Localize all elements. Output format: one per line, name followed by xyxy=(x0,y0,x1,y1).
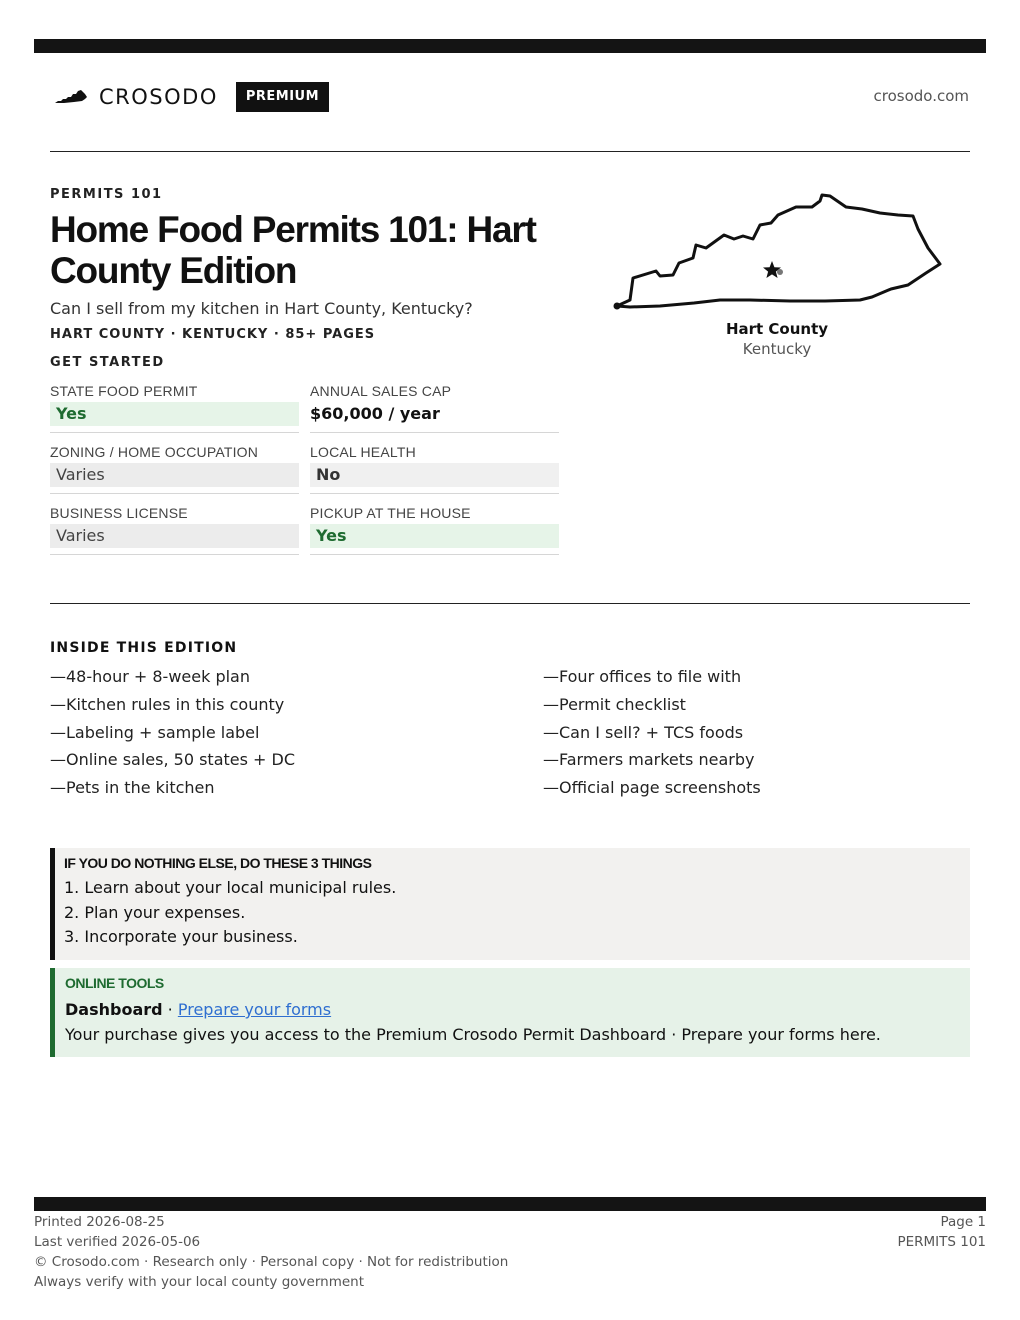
copyright-notice: © Crosodo.com · Research only · Personal copy · Not for redistribution xyxy=(34,1254,509,1270)
footer-right xyxy=(897,1213,986,1253)
list-item: —Official page screenshots xyxy=(543,778,761,798)
contents-list-left xyxy=(50,666,295,805)
page-number: Page 1 xyxy=(940,1214,986,1230)
map-county-label: Hart County xyxy=(725,320,829,338)
fact-value: No xyxy=(310,463,559,487)
fact-value: Yes xyxy=(50,402,299,426)
fact-value: $60,000 / year xyxy=(310,404,440,423)
edition-meta: HART COUNTY · KENTUCKY · 85+ PAGES xyxy=(50,327,376,342)
fact-annual-sales-cap xyxy=(310,382,559,433)
dashboard-line xyxy=(65,999,970,1025)
prepare-forms-link[interactable]: Prepare your forms xyxy=(177,1000,332,1019)
footer-left xyxy=(34,1213,508,1293)
map-state-label: Kentucky xyxy=(742,340,812,358)
list-item: —Farmers markets nearby xyxy=(543,750,755,770)
separator: · xyxy=(162,1000,178,1019)
inside-edition-heading: INSIDE THIS EDITION xyxy=(50,640,238,656)
page-title: Home Food Permits 101: Hart County Edition xyxy=(50,209,536,291)
top-rule-bar xyxy=(34,39,986,53)
fact-value: Varies xyxy=(50,463,299,487)
list-item: 3. Incorporate your business. xyxy=(64,927,298,946)
list-item: 1. Learn about your local municipal rules. xyxy=(64,878,397,897)
divider xyxy=(50,151,970,152)
fact-business-license xyxy=(50,504,299,555)
fact-pickup xyxy=(310,504,559,555)
get-started-heading: GET STARTED xyxy=(50,355,165,370)
list-item: —Four offices to file with xyxy=(543,667,742,686)
fact-label: ZONING / HOME OCCUPATION xyxy=(50,444,259,460)
printed-date: Printed 2026-08-25 xyxy=(34,1214,165,1230)
fact-label: ANNUAL SALES CAP xyxy=(310,383,452,399)
divider xyxy=(50,603,970,604)
kentucky-outline-map xyxy=(600,185,950,315)
premium-badge: PREMIUM xyxy=(236,82,329,112)
contents-list-right xyxy=(543,666,761,805)
online-tools-callout xyxy=(50,968,970,1057)
list-item: —Online sales, 50 states + DC xyxy=(50,750,296,770)
fact-local-health xyxy=(310,443,559,494)
dashboard-description: Your purchase gives you access to the Premium Crosodo Permit Dashboard · Prepare your forms here. xyxy=(65,1025,881,1044)
list-item: —Labeling + sample label xyxy=(50,722,260,742)
list-item: —Kitchen rules in this county xyxy=(50,694,285,714)
footer-section: PERMITS 101 xyxy=(897,1234,986,1250)
fact-value: Varies xyxy=(50,524,299,548)
brand-name: CROSODO xyxy=(99,85,218,109)
three-things-list xyxy=(64,877,970,951)
page-subtitle: Can I sell from my kitchen in Hart County, Kentucky? xyxy=(50,299,473,318)
three-things-callout xyxy=(50,848,970,960)
verify-note: Always verify with your local county government xyxy=(34,1274,364,1290)
fact-label: STATE FOOD PERMIT xyxy=(50,383,198,399)
list-item: 2. Plan your expenses. xyxy=(64,902,246,922)
star-icon xyxy=(763,261,781,278)
list-item: —Permit checklist xyxy=(543,694,686,714)
fact-label: LOCAL HEALTH xyxy=(310,444,416,460)
online-tools-heading: ONLINE TOOLS xyxy=(65,975,164,991)
fact-value: Yes xyxy=(310,524,559,548)
section-eyebrow: PERMITS 101 xyxy=(50,187,163,202)
state-map xyxy=(600,185,950,315)
kentucky-silhouette-icon xyxy=(54,88,88,106)
list-item: —Pets in the kitchen xyxy=(50,778,215,798)
fact-label: BUSINESS LICENSE xyxy=(50,505,188,521)
callout-heading: IF YOU DO NOTHING ELSE, DO THESE 3 THINGS xyxy=(64,855,372,871)
fact-state-food-permit xyxy=(50,382,299,433)
fact-grid xyxy=(50,382,559,555)
fact-label: PICKUP AT THE HOUSE xyxy=(310,505,471,521)
site-url[interactable]: crosodo.com xyxy=(873,87,969,105)
list-item: —Can I sell? + TCS foods xyxy=(543,722,744,742)
brand[interactable] xyxy=(54,82,329,112)
fact-zoning xyxy=(50,443,299,494)
list-item: —48-hour + 8-week plan xyxy=(50,667,250,686)
verified-date: Last verified 2026-05-06 xyxy=(34,1234,201,1250)
bottom-rule-bar xyxy=(34,1197,986,1211)
dashboard-label: Dashboard xyxy=(65,1000,163,1019)
